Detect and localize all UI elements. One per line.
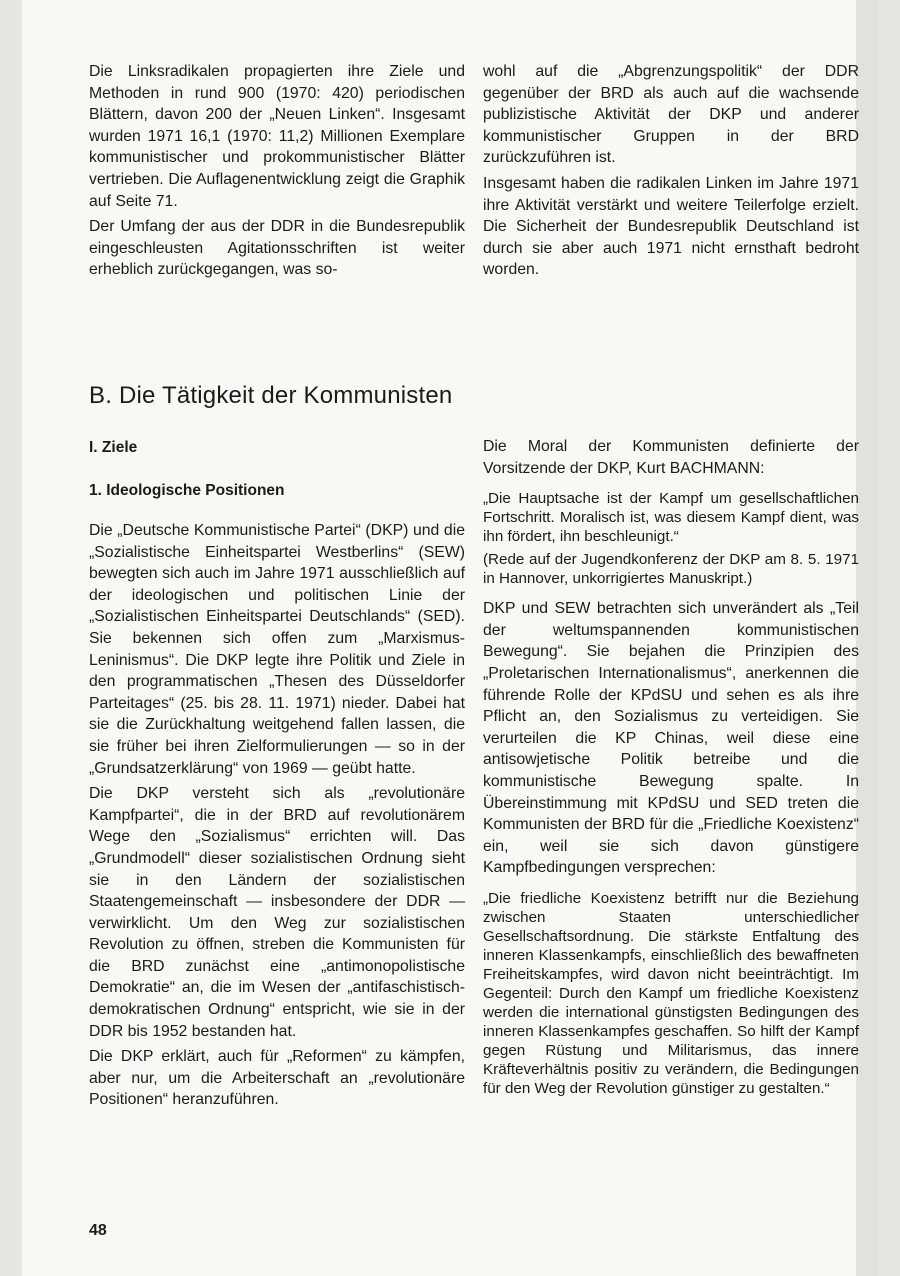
page-edge xyxy=(856,0,878,1276)
paragraph: Insgesamt haben die radikalen Linken im Jahre 1971 ihre Aktivität verstärkt und weitere Teilerfolge erzielt. Die Sicherheit der Bundesrepublik Deutschland ist durch sie aber auch 1971 nicht ernsthaft bedroht worden. xyxy=(483,174,859,279)
main-right-column xyxy=(483,436,859,1102)
section-title: B. Die Tätigkeit der Kommunisten xyxy=(89,382,453,409)
top-right-column xyxy=(483,61,859,285)
quotation: „Die friedliche Koexistenz betrifft nur die Beziehung zwischen Staaten unterschiedlicher Gesellschaftsordnung. Die stärkste Entfaltung des inneren Klassenkampfs, einschließlich des bewaffneten Freiheitskampfes, wird davon nicht beeinträchtigt. Im Gegenteil: Durch den Kampf um friedliche Koexistenz werden die international günstigsten Bedingungen des inneren Klassenkampfes geschaffen. So hilft der Kampf gegen Rüstung und Militarismus, das innere Kräfteverhältnis positiv zu verändern, die Bedingungen für den Weg der Revolution günstiger zu gestalten.“ xyxy=(483,889,859,1097)
paragraph: Die Linksradikalen propagierten ihre Ziele und Methoden in rund 900 (1970: 420) periodischen Blättern, davon 200 der „Neuen Linken“. Insgesamt wurden 1971 16,1 (1970: 11,2) Millionen Exemplare kommunistischer und prokommunistischer Blätter vertrieben. Die Auflagenentwicklung zeigt die Graphik auf Seite 71. xyxy=(89,63,465,210)
quotation: „Die Hauptsache ist der Kampf um gesellschaftlichen Fortschritt. Moralisch ist, was diesem Kampf dient, was ihn fördert, ihn beschleunigt.“ xyxy=(483,490,859,546)
main-left-column xyxy=(89,520,465,1115)
page-number: 48 xyxy=(89,1222,107,1239)
subsection-heading: I. Ziele xyxy=(89,439,138,456)
paragraph: DKP und SEW betrachten sich unverändert als „Teil der weltumspannenden kommunistischen Bewegung“. Sie bejahen die Prinzipien des „Proletarischen Internationalismus“, anerkennen die führende Rolle der KPdSU und sehen es als ihre Pflicht an, den Sozialismus zu verteidigen. Sie verurteilen die KP Chinas, weil diese eine antisowjetische Politik betreibe und die kommunistische Bewegung spalte. In Übereinstimmung mit KPdSU und SED treten die Kommunisten der BRD für die „Friedliche Koexistenz“ ein, weil sie sich davon günstigere Kampfbedingungen versprechen: xyxy=(483,600,859,877)
quotation-source: (Rede auf der Jugendkonferenz der DKP am 8. 5. 1971 in Hannover, unkorrigiertes Manuskript.) xyxy=(483,551,859,588)
paragraph: Die Moral der Kommunisten definierte der Vorsitzende der DKP, Kurt BACHMANN: xyxy=(483,438,859,477)
subsection-heading: 1. Ideologische Positionen xyxy=(89,482,285,499)
top-left-column xyxy=(89,61,465,285)
paragraph: Der Umfang der aus der DDR in die Bundesrepublik eingeschleusten Agitationsschriften ist weiter erheblich zurückgegangen, was so- xyxy=(89,218,465,279)
paragraph: wohl auf die „Abgrenzungspolitik“ der DDR gegenüber der BRD als auch auf die wachsende publizistische Aktivität der DKP und anderer kommunistischer Gruppen in der BRD zurückzuführen ist. xyxy=(483,63,859,167)
paragraph: Die DKP versteht sich als „revolutionäre Kampfpartei“, die in der BRD auf revolutionärem Wege den „Sozialismus“ errichten will. Das „Grundmodell“ dieser sozialistischen Ordnung sieht sie in den Ländern der sozialistischen Staatengemeinschaft — insbesondere der DDR — verwirklicht. Um den Weg zur sozialistischen Revolution zu öffnen, streben die Kommunisten für die BRD zunächst eine „antimonopolistische Demokratie“ an, die im Wesen der „antifaschistisch-demokratischen Ordnung“ entspricht, wie sie in der DDR bis 1952 bestanden hat. xyxy=(89,785,465,1040)
paragraph: Die DKP erklärt, auch für „Reformen“ zu kämpfen, aber nur, um die Arbeiterschaft an „revolutionäre Positionen“ heranzuführen. xyxy=(89,1048,465,1109)
paragraph: Die „Deutsche Kommunistische Partei“ (DKP) und die „Sozialistische Einheitspartei Westberlins“ (SEW) bewegten sich auch im Jahre 1971 ausschließlich auf der ideologischen und politischen Linie der „Sozialistischen Einheitspartei Deutschlands“ (SED). Sie bekennen sich offen zum „Marxismus-Leninismus“. Die DKP legte ihre Politik und Ziele in den programmatischen „Thesen des Düsseldorfer Parteitages“ (25. bis 28. 11. 1971) nieder. Dabei hat sie die Zurückhaltung weitgehend fallen lassen, die sie früher bei ihren Zielformulierungen — so in der „Grundsatzerklärung“ von 1969 — geübt hatte. xyxy=(89,522,465,777)
